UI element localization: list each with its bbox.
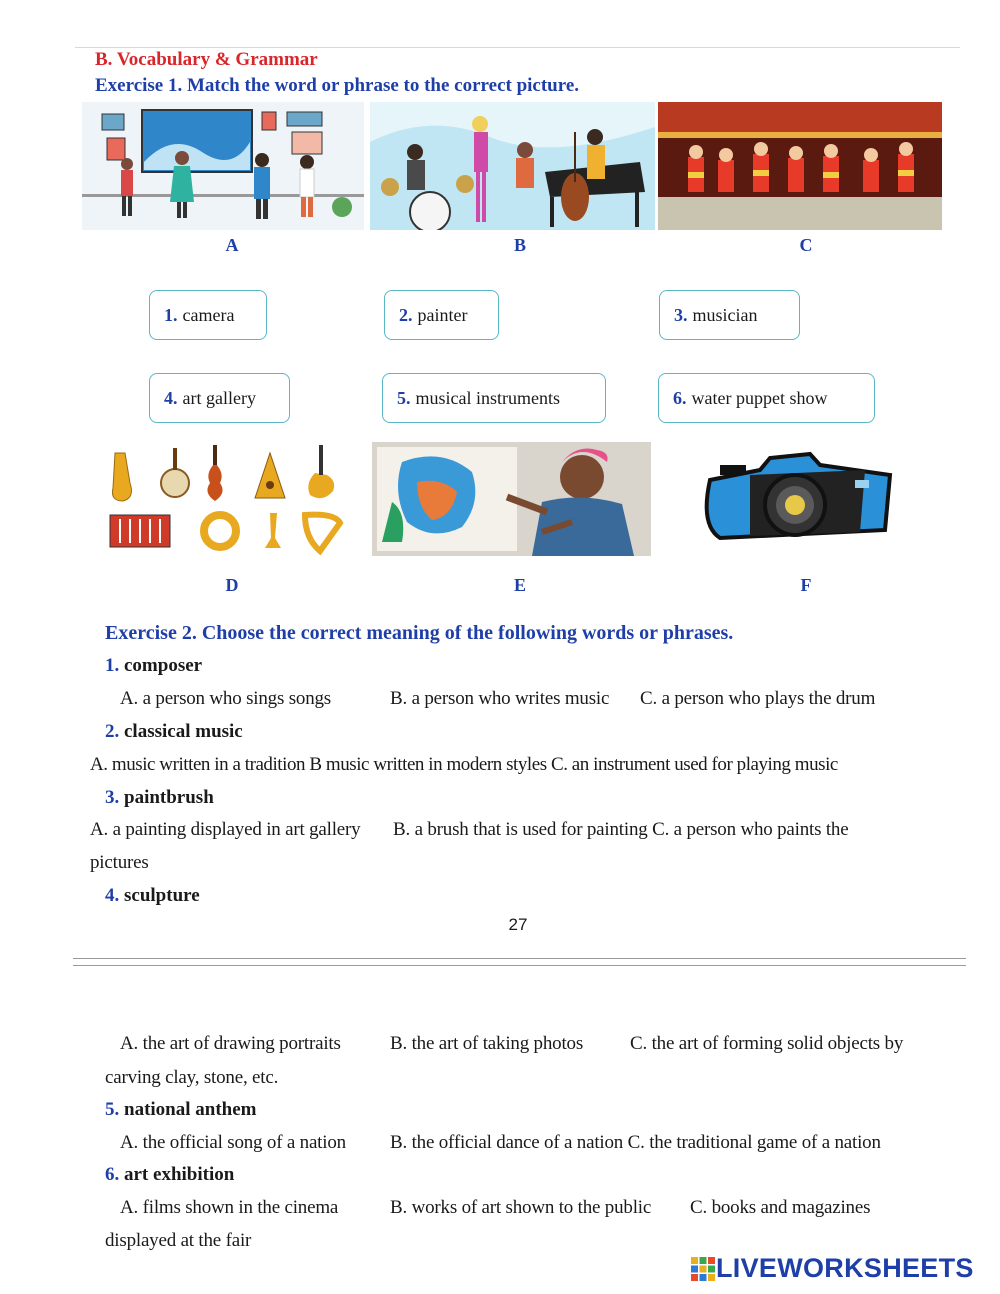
option-line: carving clay, stone, etc.	[105, 1067, 279, 1088]
question-word: sculpture	[124, 885, 200, 906]
exercise1-title: Exercise 1. Match the word or phrase to the correct picture.	[95, 75, 580, 96]
word-number: 5.	[397, 387, 411, 408]
word-box-art-gallery[interactable]	[149, 373, 290, 423]
question-4	[105, 885, 200, 907]
top-rule	[75, 47, 960, 48]
option-line[interactable]: A. the official song of a nation	[120, 1132, 346, 1153]
option-line[interactable]: C. a person who plays the drum	[640, 688, 876, 709]
option-line[interactable]: A. music written in a tradition B music written in modern styles C. an instrument used for playing music	[90, 754, 838, 775]
word-box-camera[interactable]	[149, 290, 267, 340]
exercise2-title: Exercise 2. Choose the correct meaning of the following words or phrases.	[105, 622, 734, 644]
question-word: national anthem	[124, 1099, 257, 1120]
word-number: 6.	[673, 387, 687, 408]
option-line[interactable]: B. a person who writes music	[390, 688, 610, 709]
word-text: musician	[692, 304, 758, 325]
word-number: 4.	[164, 387, 178, 408]
option-line[interactable]: B. the art of taking photos	[390, 1033, 584, 1054]
question-3	[105, 787, 214, 809]
picture-label: F	[800, 575, 812, 595]
question-2	[105, 721, 243, 743]
word-number: 2.	[399, 304, 413, 325]
question-5	[105, 1099, 257, 1121]
word-text: water puppet show	[691, 387, 828, 408]
word-box-water-puppet-show[interactable]	[658, 373, 875, 423]
question-number: 1.	[105, 655, 120, 676]
word-number: 1.	[164, 304, 178, 325]
picture-a-art-gallery	[82, 102, 364, 230]
picture-label: B	[513, 235, 526, 255]
option-line[interactable]: C. books and magazines	[690, 1197, 871, 1218]
picture-label: E	[513, 575, 526, 595]
liveworksheets-grid-icon	[690, 1256, 716, 1282]
option-line: displayed at the fair	[105, 1230, 252, 1251]
picture-label: A	[225, 235, 239, 255]
word-text: painter	[417, 304, 468, 325]
option-line[interactable]: C. the art of forming solid objects by	[630, 1033, 904, 1054]
brand-name: LIVEWORKSHEETS	[716, 1253, 974, 1283]
word-box-musician[interactable]	[659, 290, 800, 340]
question-word: composer	[124, 655, 203, 676]
option-line[interactable]: A. the art of drawing portraits	[120, 1033, 341, 1054]
word-number: 3.	[674, 304, 688, 325]
question-number: 6.	[105, 1164, 120, 1185]
option-line[interactable]: A. a painting displayed in art gallery	[90, 819, 361, 840]
word-text: camera	[182, 304, 235, 325]
picture-b-musicians	[370, 102, 655, 230]
picture-f-camera	[690, 450, 905, 550]
question-number: 4.	[105, 885, 120, 906]
picture-label: C	[799, 235, 813, 255]
page-separator	[73, 965, 966, 966]
option-line: pictures	[90, 852, 149, 873]
picture-label: D	[225, 575, 239, 595]
picture-d-musical-instruments	[105, 443, 350, 555]
word-box-painter[interactable]	[384, 290, 499, 340]
question-6	[105, 1164, 234, 1186]
question-1	[105, 655, 202, 677]
section-title: B. Vocabulary & Grammar	[95, 49, 318, 70]
picture-c-water-puppet-show	[658, 102, 942, 230]
picture-e-painter	[372, 442, 651, 556]
page-separator	[73, 958, 966, 959]
liveworksheets-logo[interactable]	[690, 1253, 974, 1284]
question-word: art exhibition	[124, 1164, 235, 1185]
word-text: musical instruments	[415, 387, 560, 408]
question-word: paintbrush	[124, 787, 214, 808]
question-number: 5.	[105, 1099, 120, 1120]
word-box-musical-instruments[interactable]	[382, 373, 606, 423]
option-line[interactable]: B. a brush that is used for painting C. a person who paints the	[393, 819, 849, 840]
question-word: classical music	[124, 721, 243, 742]
option-line[interactable]: B. the official dance of a nation C. the traditional game of a nation	[390, 1132, 881, 1153]
question-number: 3.	[105, 787, 120, 808]
option-line[interactable]: A. films shown in the cinema	[120, 1197, 339, 1218]
page-number: 27	[508, 915, 528, 934]
word-text: art gallery	[182, 387, 256, 408]
option-line[interactable]: A. a person who sings songs	[120, 688, 331, 709]
question-number: 2.	[105, 721, 120, 742]
option-line[interactable]: B. works of art shown to the public	[390, 1197, 652, 1218]
